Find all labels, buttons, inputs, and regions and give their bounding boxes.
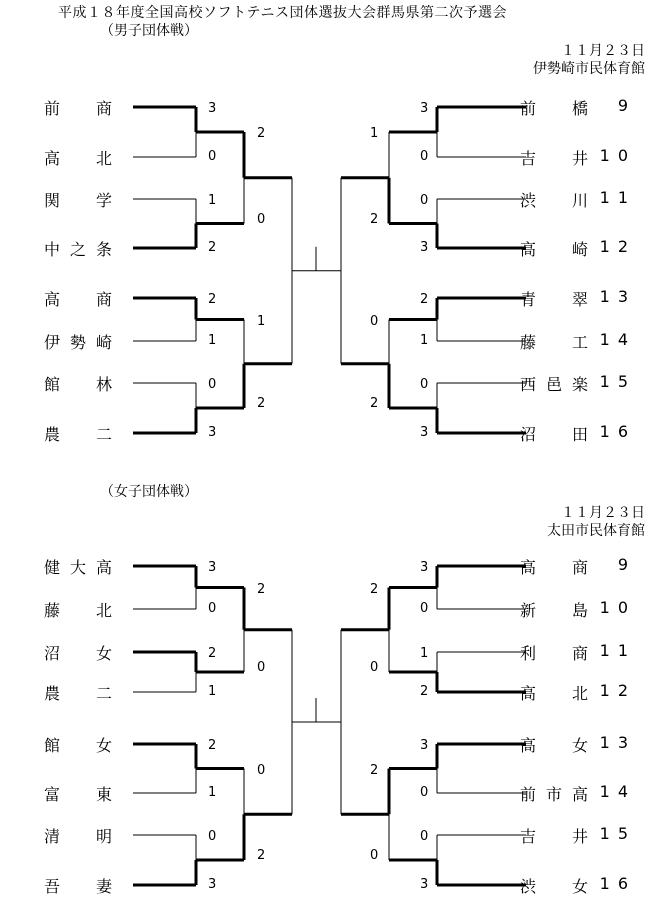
women-right-team-label: 高 北 (520, 684, 599, 703)
women-left-team-label: 健大高 (44, 558, 123, 577)
men-right-team-num: 11 (599, 188, 636, 207)
women-left-team-name (44, 598, 124, 621)
men-right-team-num: 9 (617, 96, 636, 115)
women-right-team-name (520, 555, 600, 578)
men-left-team-label: 農 二 (44, 425, 123, 444)
women-left-team-name (44, 874, 124, 897)
men-right-team-label: 吉 井 (520, 149, 599, 168)
men-right-r1-score: 0 (420, 193, 429, 208)
women-right-team-name (520, 874, 600, 897)
women-right-team-num: 15 (599, 824, 636, 843)
women-right-team-label: 渋 女 (520, 877, 599, 896)
women-right-r1-score: 3 (420, 877, 429, 892)
women-right-r2-score: 0 (370, 660, 379, 675)
men-left-r2-score: 1 (257, 313, 266, 329)
women-right-team-num: 13 (599, 733, 636, 752)
women-left-r1-score: 3 (208, 560, 217, 575)
women-left-r1-score: 1 (208, 684, 217, 699)
men-right-r1-score: 2 (420, 292, 429, 307)
men-left-r1-score: 0 (208, 377, 217, 392)
women-left-team-label: 富 東 (44, 785, 123, 804)
women-left-team-name (44, 555, 124, 578)
women-right-r1-score: 0 (420, 601, 429, 616)
women-right-r2-score: 2 (370, 581, 379, 597)
men-left-team-label: 前 商 (44, 99, 123, 118)
women-right-team-label: 新 島 (520, 601, 599, 620)
men-date: １１月２３日 (561, 43, 645, 59)
women-left-team-label: 藤 北 (44, 601, 123, 620)
women-right-team-name (520, 824, 600, 847)
men-left-team-label: 伊勢崎 (44, 333, 123, 352)
women-venue: 太田市民体育館 (547, 523, 645, 539)
women-right-team-num: 11 (599, 641, 636, 660)
page-title: 平成１８年度全国高校ソフトテニス団体選抜大会群馬県第二次予選会 (58, 5, 507, 21)
men-venue: 伊勢崎市民体育館 (533, 61, 645, 77)
men-left-r1-score: 2 (208, 292, 217, 307)
women-right-team-label: 高 商 (520, 558, 599, 577)
women-right-team-label: 吉 井 (520, 827, 599, 846)
women-left-r2-score: 2 (257, 581, 266, 597)
women-right-team-label: 利 商 (520, 644, 599, 663)
women-date: １１月２３日 (561, 505, 645, 521)
women-left-r1-score: 0 (208, 829, 217, 844)
women-left-team-label: 清 明 (44, 827, 123, 846)
women-right-r1-score: 0 (420, 785, 429, 800)
men-left-r1-score: 3 (208, 425, 217, 440)
women-right-team-num: 16 (599, 874, 636, 893)
men-right-team-label: 高 崎 (520, 240, 599, 259)
men-right-team-label: 渋 川 (520, 191, 599, 210)
women-left-team-name (44, 733, 124, 756)
women-right-team-name (520, 598, 600, 621)
men-right-r1-score: 0 (420, 377, 429, 392)
women-left-team-label: 農 二 (44, 684, 123, 703)
women-left-r1-score: 1 (208, 785, 217, 800)
men-right-r2-score: 1 (370, 126, 379, 141)
men-left-r1-score: 1 (208, 193, 217, 208)
women-right-team-num: 9 (617, 555, 636, 574)
women-right-team-num: 10 (599, 598, 636, 617)
men-left-r2-score: 0 (257, 211, 266, 227)
men-left-team-label: 関 学 (44, 191, 123, 210)
men-right-r1-score: 1 (420, 333, 429, 348)
men-right-team-label: 西邑楽 (520, 375, 599, 394)
men-left-team-label: 館 林 (44, 375, 123, 394)
women-right-team-name (520, 641, 600, 664)
women-right-r1-score: 0 (420, 829, 429, 844)
men-left-team-label: 高 北 (44, 149, 123, 168)
men-left-r2-score: 2 (257, 396, 266, 411)
women-right-r1-score: 3 (420, 738, 429, 753)
women-right-team-label: 前市高 (520, 785, 599, 804)
women-left-r2-score: 0 (257, 762, 266, 778)
men-right-team-num: 10 (599, 146, 636, 165)
women-right-team-num: 14 (599, 782, 636, 801)
women-left-team-name (44, 641, 124, 664)
women-left-team-label: 館 女 (44, 736, 123, 755)
women-right-r1-score: 2 (420, 684, 429, 699)
men-left-team-label: 高 商 (44, 290, 123, 309)
men-right-r1-score: 3 (420, 240, 429, 255)
women-left-r1-score: 3 (208, 877, 217, 892)
men-right-team-num: 14 (599, 330, 636, 349)
women-left-r1-score: 0 (208, 601, 217, 616)
women-right-r2-score: 0 (370, 848, 379, 863)
men-right-r2-score: 2 (370, 396, 379, 411)
men-right-team-num: 13 (599, 287, 636, 306)
men-right-r1-score: 3 (420, 425, 429, 440)
men-right-team-num: 12 (599, 237, 636, 256)
men-heading: （男子団体戦） (100, 23, 198, 39)
men-right-team-label: 青 翠 (520, 290, 599, 309)
men-left-team-label: 中之条 (44, 240, 123, 259)
women-left-team-name (44, 681, 124, 704)
women-left-team-label: 吾 妻 (44, 877, 123, 896)
men-left-r2-score: 2 (257, 126, 266, 141)
men-left-r1-score: 0 (208, 149, 217, 164)
men-right-team-label: 沼 田 (520, 425, 599, 444)
women-right-team-name (520, 733, 600, 756)
men-right-team-label: 前 橋 (520, 99, 599, 118)
men-right-team-num: 16 (599, 422, 636, 441)
women-heading: （女子団体戦） (100, 484, 198, 500)
women-right-team-name (520, 681, 600, 704)
women-right-team-label: 高 女 (520, 736, 599, 755)
women-right-team-name (520, 782, 600, 805)
women-left-team-name (44, 824, 124, 847)
women-left-r2-score: 0 (257, 660, 266, 675)
women-right-team-num: 12 (599, 681, 636, 700)
men-right-team-num: 15 (599, 372, 636, 391)
men-right-r1-score: 0 (420, 149, 429, 164)
women-left-r2-score: 2 (257, 848, 266, 863)
women-right-r1-score: 3 (420, 560, 429, 575)
women-right-r2-score: 2 (370, 762, 379, 778)
men-right-r2-score: 2 (370, 211, 379, 227)
men-left-r1-score: 2 (208, 240, 217, 255)
women-left-team-label: 沼 女 (44, 644, 123, 663)
women-left-team-name (44, 782, 124, 805)
men-left-r1-score: 3 (208, 101, 217, 116)
men-right-team-label: 藤 工 (520, 333, 599, 352)
men-right-r2-score: 0 (370, 313, 379, 329)
women-left-r1-score: 2 (208, 738, 217, 753)
women-right-r1-score: 1 (420, 646, 429, 661)
women-left-r1-score: 2 (208, 646, 217, 661)
men-left-r1-score: 1 (208, 333, 217, 348)
men-right-r1-score: 3 (420, 101, 429, 116)
